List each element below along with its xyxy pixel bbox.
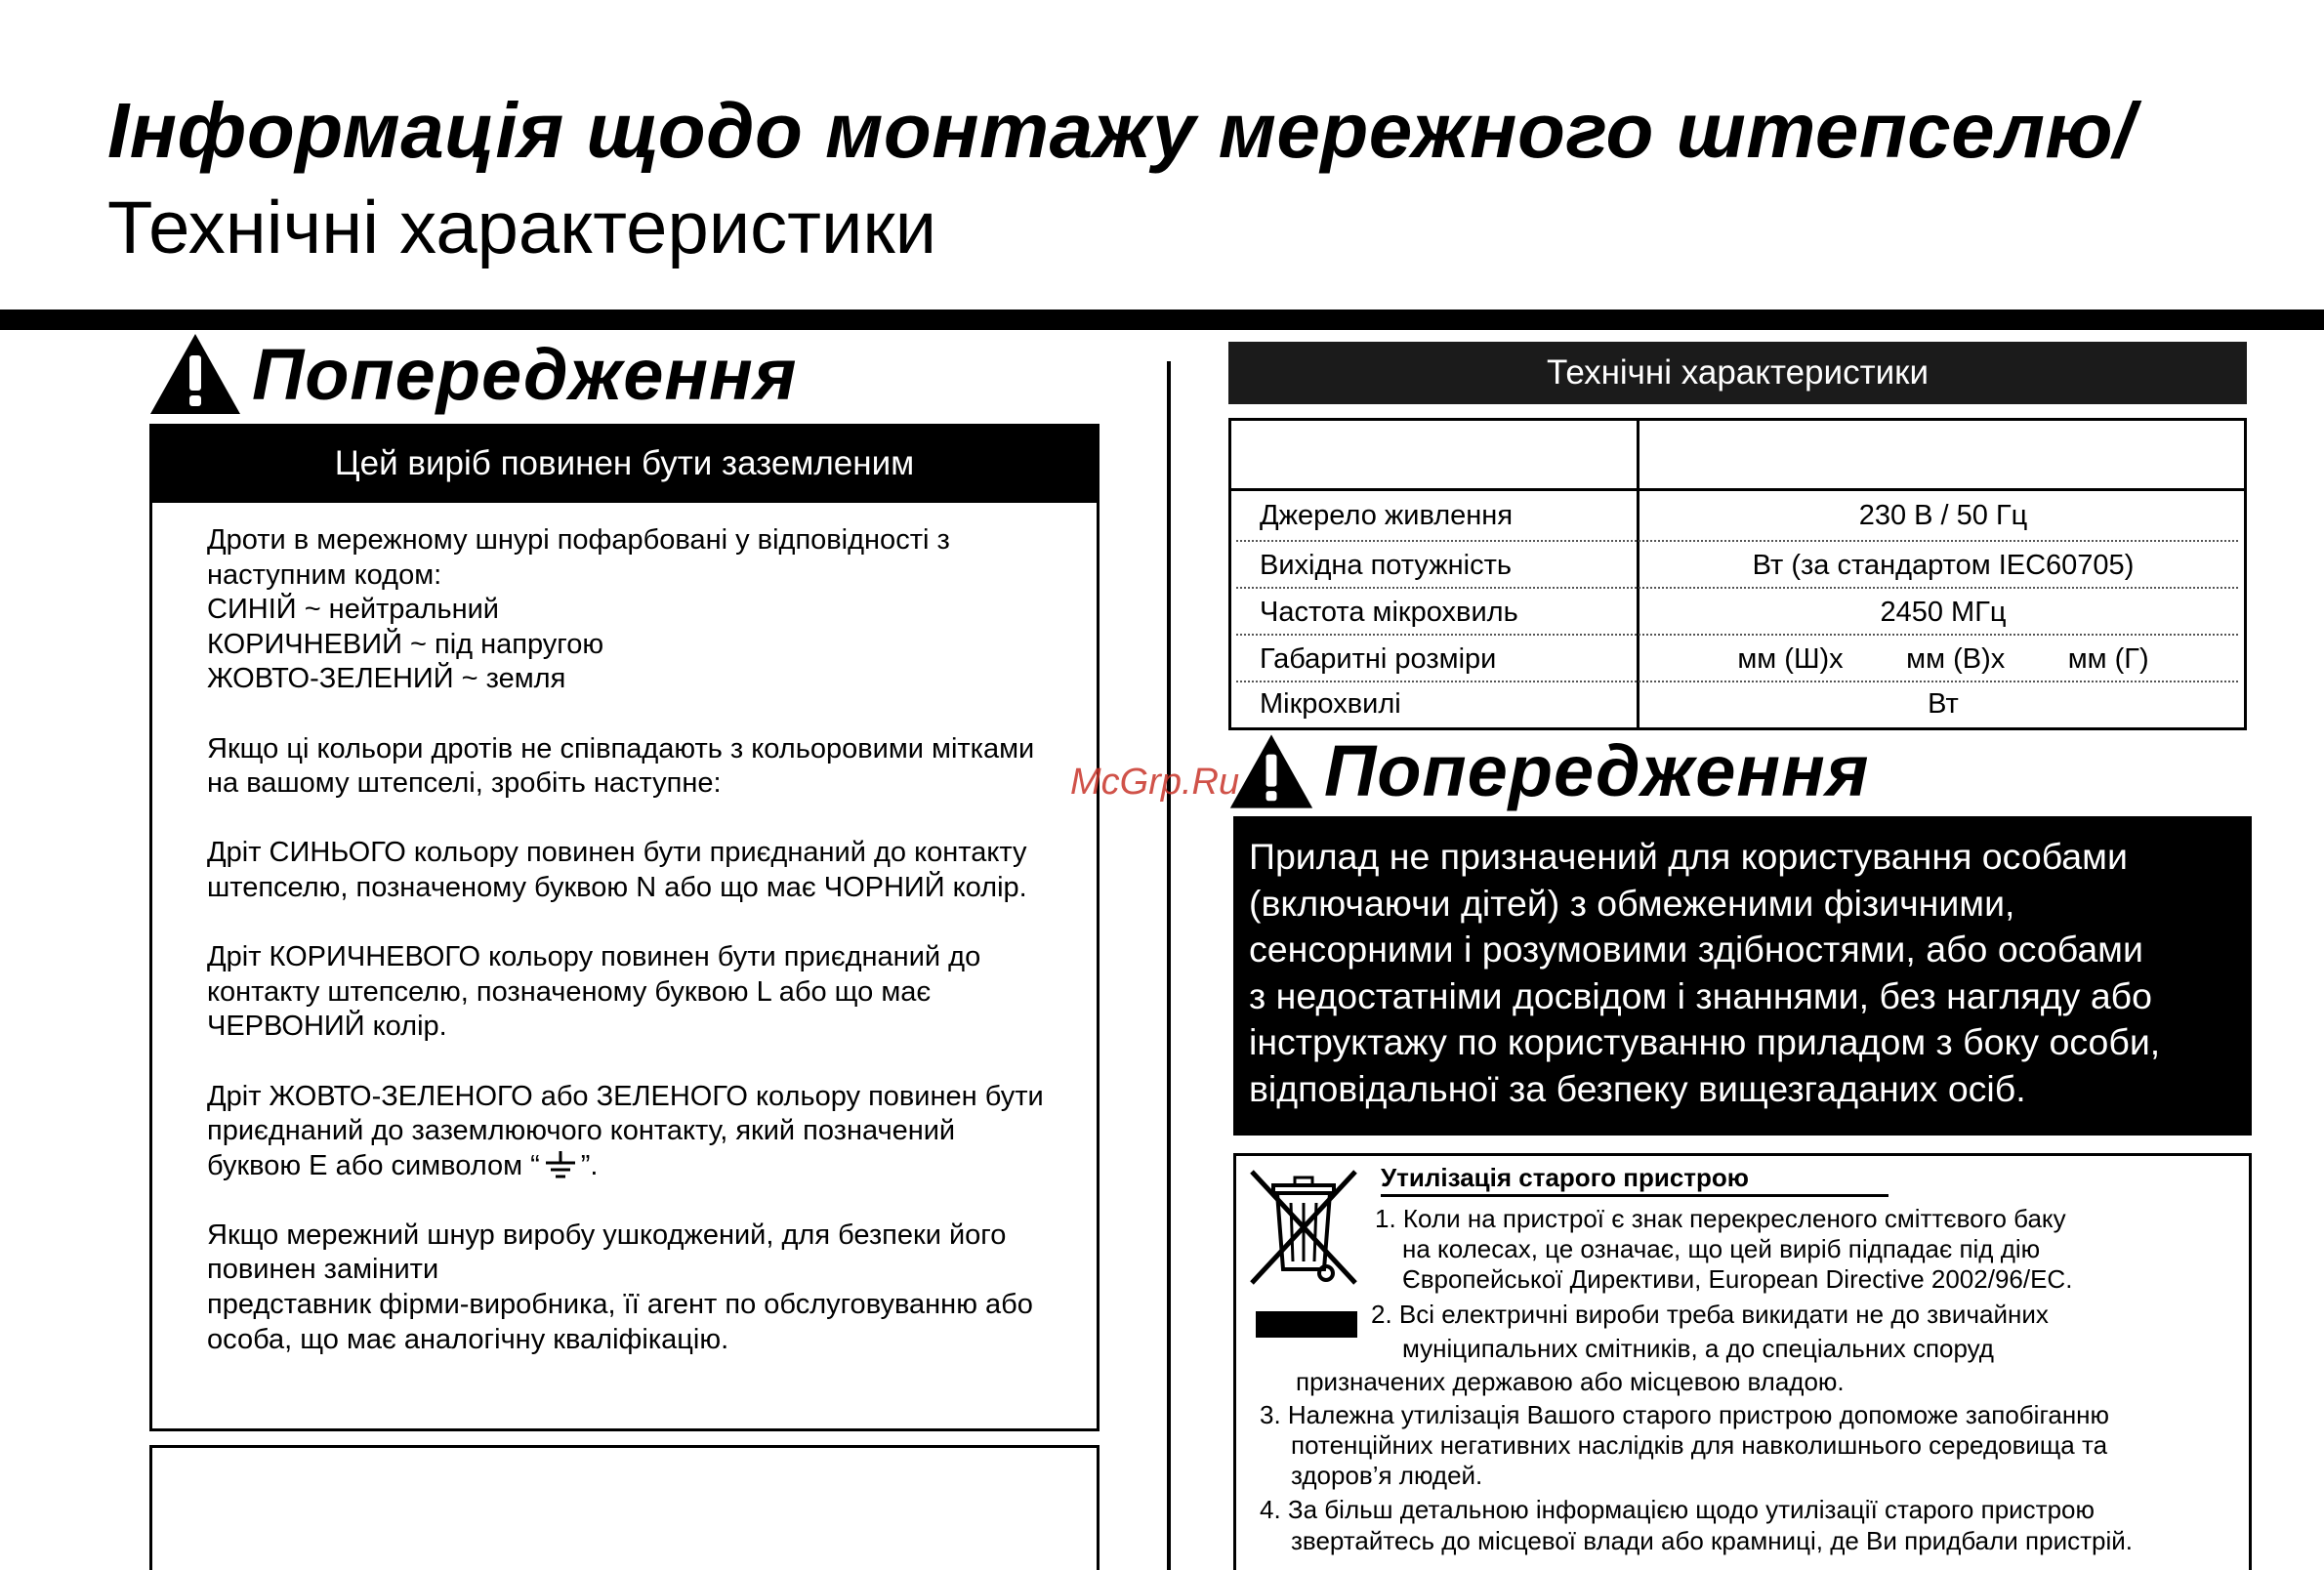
text-line: Дріт ЖОВТО-ЗЕЛЕНОГО або ЗЕЛЕНОГО кольору повинен бути [207, 1080, 1044, 1112]
user-restriction-warning [1233, 816, 2252, 1136]
disposal-line: звертайтесь до місцевої влади або крамниці, де Ви придбали пристрій. [1291, 1526, 2133, 1555]
table-row [1240, 541, 2236, 588]
text-line: Прилад не призначений для користування особами [1249, 836, 2128, 877]
table-row [1240, 680, 2236, 726]
disposal-line: 2. Всі електричні вироби треба викидати не до звичайних [1371, 1300, 2049, 1329]
disposal-line: муніципальних смітників, а до спеціальних споруд [1402, 1334, 1994, 1363]
specs-bar: Технічні характеристики [1228, 342, 2247, 404]
ground-line-end: ”. [580, 1149, 599, 1181]
paragraph [207, 836, 1076, 905]
text-line: особа, що має аналогічну кваліфікацію. [207, 1323, 729, 1355]
crossed-bin-icon [1246, 1168, 1361, 1287]
ground-line-start: буквою Е або символом “ [207, 1149, 540, 1181]
warning-title: Попередження [252, 333, 798, 415]
text-line: повинен замінити [207, 1254, 439, 1286]
disposal-line: на колесах, це означає, що цей виріб підпадає під дію [1402, 1234, 2041, 1263]
disposal-line: потенційних негативних наслідків для навколишнього середовища та [1291, 1430, 2108, 1460]
disposal-title: Утилізація старого пристрою [1381, 1163, 1888, 1197]
page-title: Інформація щодо монтажу мережного штепселю/ [107, 87, 2136, 174]
text-line: Дріт СИНЬОГО кольору повинен бути приєднаний до контакту [207, 837, 1027, 869]
text-line: ЧЕРВОНИЙ колір. [207, 1011, 447, 1043]
text-line: з недостатніми досвідом і знаннями, без нагляду або [1249, 974, 2153, 1016]
spec-label: Габаритні розміри [1260, 643, 1497, 675]
spec-label: Мікрохвилі [1260, 688, 1401, 720]
grounding-text [207, 523, 1076, 1392]
left-warning-heading [148, 332, 797, 416]
text-line: приєднаний до заземлюючого контакту, який позначений [207, 1115, 956, 1147]
paragraph [207, 732, 1076, 802]
text-line: представник фірми-виробника, її агент по обслуговуванню або [207, 1289, 1033, 1321]
table-row [1240, 491, 2236, 538]
text-line: Якщо ці кольори дротів не співпадають з кольоровими мітками [207, 732, 1035, 764]
text-line: СИНІЙ ~ нейтральний [207, 594, 500, 626]
text-line: (включаючи дітей) з обмеженими фізичними, [1249, 882, 2015, 924]
paragraph [207, 523, 1076, 697]
column-divider [1167, 361, 1171, 1570]
text-line: Дроти в мережному шнурі пофарбовані у відповідності з [207, 524, 950, 556]
paragraph [207, 1219, 1076, 1357]
disposal-line: призначених державою або місцевою владою. [1296, 1367, 1845, 1396]
table-row [1240, 635, 2236, 682]
spec-value: мм (Ш)х мм (В)х мм (Г) [1737, 643, 2149, 675]
paragraph [207, 940, 1076, 1045]
spec-label: Джерело живлення [1260, 500, 1514, 531]
text-line: на вашому штепселі, зробіть наступне: [207, 767, 722, 800]
empty-box [149, 1445, 1100, 1570]
paragraph [207, 1080, 1076, 1184]
watermark: McGrp.Ru [1070, 762, 1240, 803]
table-row [1240, 588, 2236, 635]
spec-label: Вихідна потужність [1260, 550, 1512, 581]
bin-underline-bar [1256, 1311, 1357, 1338]
text-line: відповідальної за безпеку вищезгаданих осіб. [1249, 1067, 2026, 1109]
spec-value: 2450 МГц [1880, 597, 2007, 628]
grounding-bar: Цей виріб повинен бути заземленим [149, 424, 1100, 503]
disposal-line: 4. За більш детальною інформацією щодо утилізації старого пристрою [1260, 1495, 2096, 1524]
spec-value: Вт (за стандартом IEC60705) [1752, 550, 2135, 581]
spec-value: 230 В / 50 Гц [1858, 500, 2028, 531]
page-subtitle: Технічні характеристики [107, 186, 937, 269]
text-line: Дріт КОРИЧНЕВОГО кольору повинен бути приєднаний до [207, 941, 981, 973]
warning-triangle-icon [1228, 732, 1314, 810]
text-line: інструктажу по користуванню приладом з боку особи, [1249, 1021, 2161, 1062]
disposal-line: здоров’я людей. [1291, 1461, 1483, 1490]
warning-triangle-icon [148, 332, 242, 416]
spec-label: Частота мікрохвиль [1260, 597, 1518, 628]
disposal-line: 3. Належна утилізація Вашого старого пристрою допоможе запобіганню [1260, 1400, 2110, 1429]
spec-value: Вт [1928, 688, 1959, 720]
text-line: наступним кодом: [207, 558, 442, 591]
text-line: Якщо мережний шнур виробу ушкоджений, для безпеки його [207, 1219, 1007, 1251]
text-line: сенсорними і розумовими здібностями, або особами [1249, 929, 2143, 970]
ground-symbol-icon [544, 1151, 577, 1180]
disposal-line: 1. Коли на пристрої є знак перекресленого сміттєвого баку [1375, 1204, 2066, 1233]
disposal-line: Європейської Директиви, European Directive 2002/96/EC. [1402, 1264, 2073, 1294]
ground-symbol-line [207, 1149, 1076, 1184]
text-line: штепселю, позначеному буквою N або що має ЧОРНИЙ колір. [207, 871, 1027, 903]
text-line: КОРИЧНЕВИЙ ~ під напругою [207, 628, 604, 660]
right-warning-heading [1228, 729, 1869, 812]
warning-title: Попередження [1324, 730, 1870, 811]
header-rule [0, 310, 2324, 330]
text-line: ЖОВТО-ЗЕЛЕНИЙ ~ земля [207, 663, 566, 695]
text-line: контакту штепселю, позначеному буквою L або що має [207, 975, 932, 1008]
